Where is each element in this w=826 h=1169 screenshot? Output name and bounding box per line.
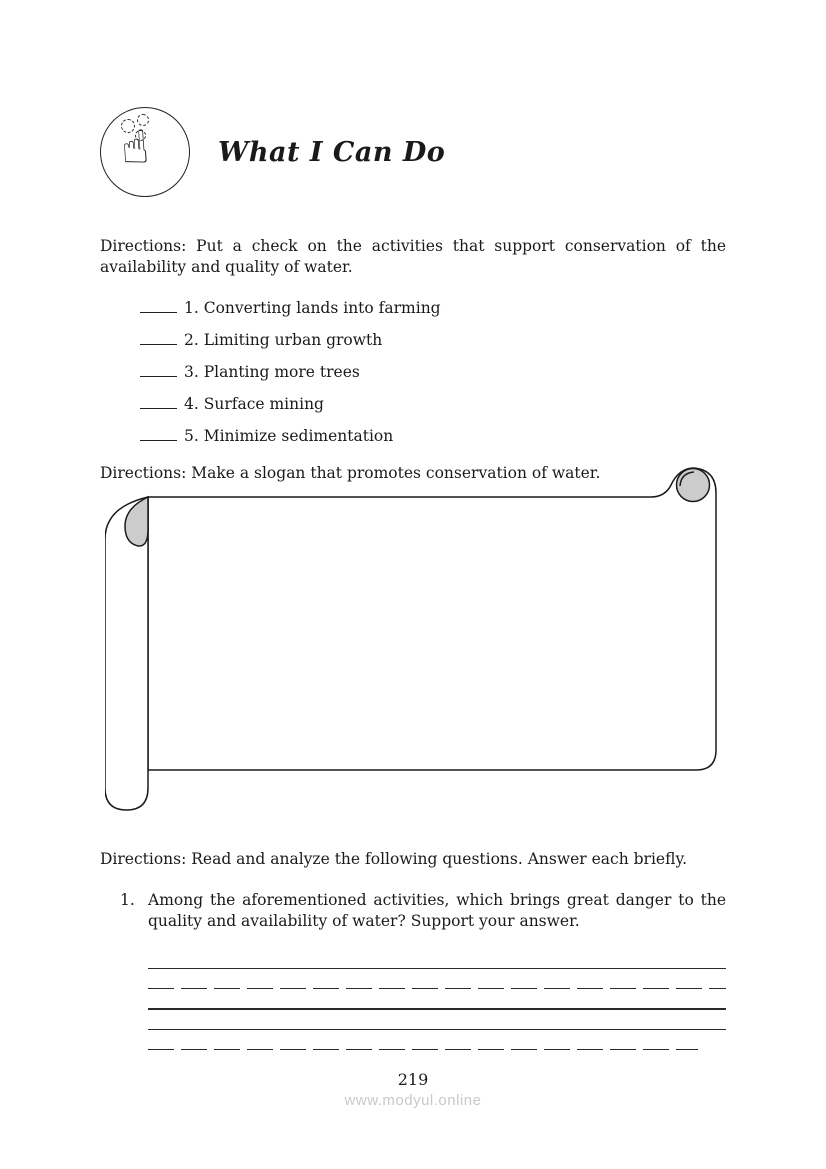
checklist-item bbox=[140, 330, 726, 351]
check-blank bbox=[140, 362, 177, 377]
checklist-directions: Directions: Put a check on the activities that support conservation of the availability and quality of water. bbox=[100, 237, 726, 276]
question-number: 1. bbox=[120, 891, 135, 909]
check-blank bbox=[140, 298, 177, 313]
check-blank bbox=[140, 394, 177, 409]
hand-pointing-up-glyph: ☝ bbox=[119, 119, 151, 175]
answer-line bbox=[148, 988, 726, 989]
gear-icon bbox=[135, 130, 146, 141]
checklist-item-label: 4. Surface mining bbox=[184, 395, 324, 413]
pointing-hand-icon bbox=[100, 107, 190, 197]
slogan-scroll-graphic bbox=[105, 460, 725, 817]
check-blank bbox=[140, 426, 177, 441]
scroll-svg bbox=[105, 460, 725, 817]
answer-line bbox=[148, 1029, 726, 1030]
question-list bbox=[100, 890, 726, 932]
answer-line bbox=[148, 1008, 726, 1009]
answer-lines bbox=[148, 968, 726, 1050]
question-text: Among the aforementioned activities, which brings great danger to the quality and availability of water? Support your answer. bbox=[148, 891, 726, 930]
gear-icon bbox=[121, 119, 135, 133]
checklist-item-label: 5. Minimize sedimentation bbox=[184, 427, 394, 445]
checklist-item bbox=[140, 394, 726, 415]
page-title: What I Can Do bbox=[218, 136, 446, 168]
check-blank bbox=[140, 330, 177, 345]
checklist-item bbox=[140, 298, 726, 319]
answer-line bbox=[148, 968, 726, 969]
section-header bbox=[100, 106, 726, 198]
slogan-directions: Directions: Make a slogan that promotes conservation of water. bbox=[100, 464, 601, 482]
page-footer bbox=[100, 1069, 726, 1111]
question-item bbox=[100, 890, 726, 932]
answer-line bbox=[148, 1049, 698, 1050]
checklist-item bbox=[140, 362, 726, 383]
watermark: www.modyul.online bbox=[344, 1091, 482, 1109]
page-number: 219 bbox=[397, 1069, 429, 1089]
checklist bbox=[140, 298, 726, 447]
checklist-item-label: 1. Converting lands into farming bbox=[184, 299, 441, 317]
gear-icon bbox=[137, 114, 149, 126]
checklist-item-label: 2. Limiting urban growth bbox=[184, 331, 383, 349]
questions-directions: Directions: Read and analyze the following questions. Answer each briefly. bbox=[100, 850, 688, 868]
checklist-item bbox=[140, 426, 726, 447]
checklist-item-label: 3. Planting more trees bbox=[184, 363, 360, 381]
